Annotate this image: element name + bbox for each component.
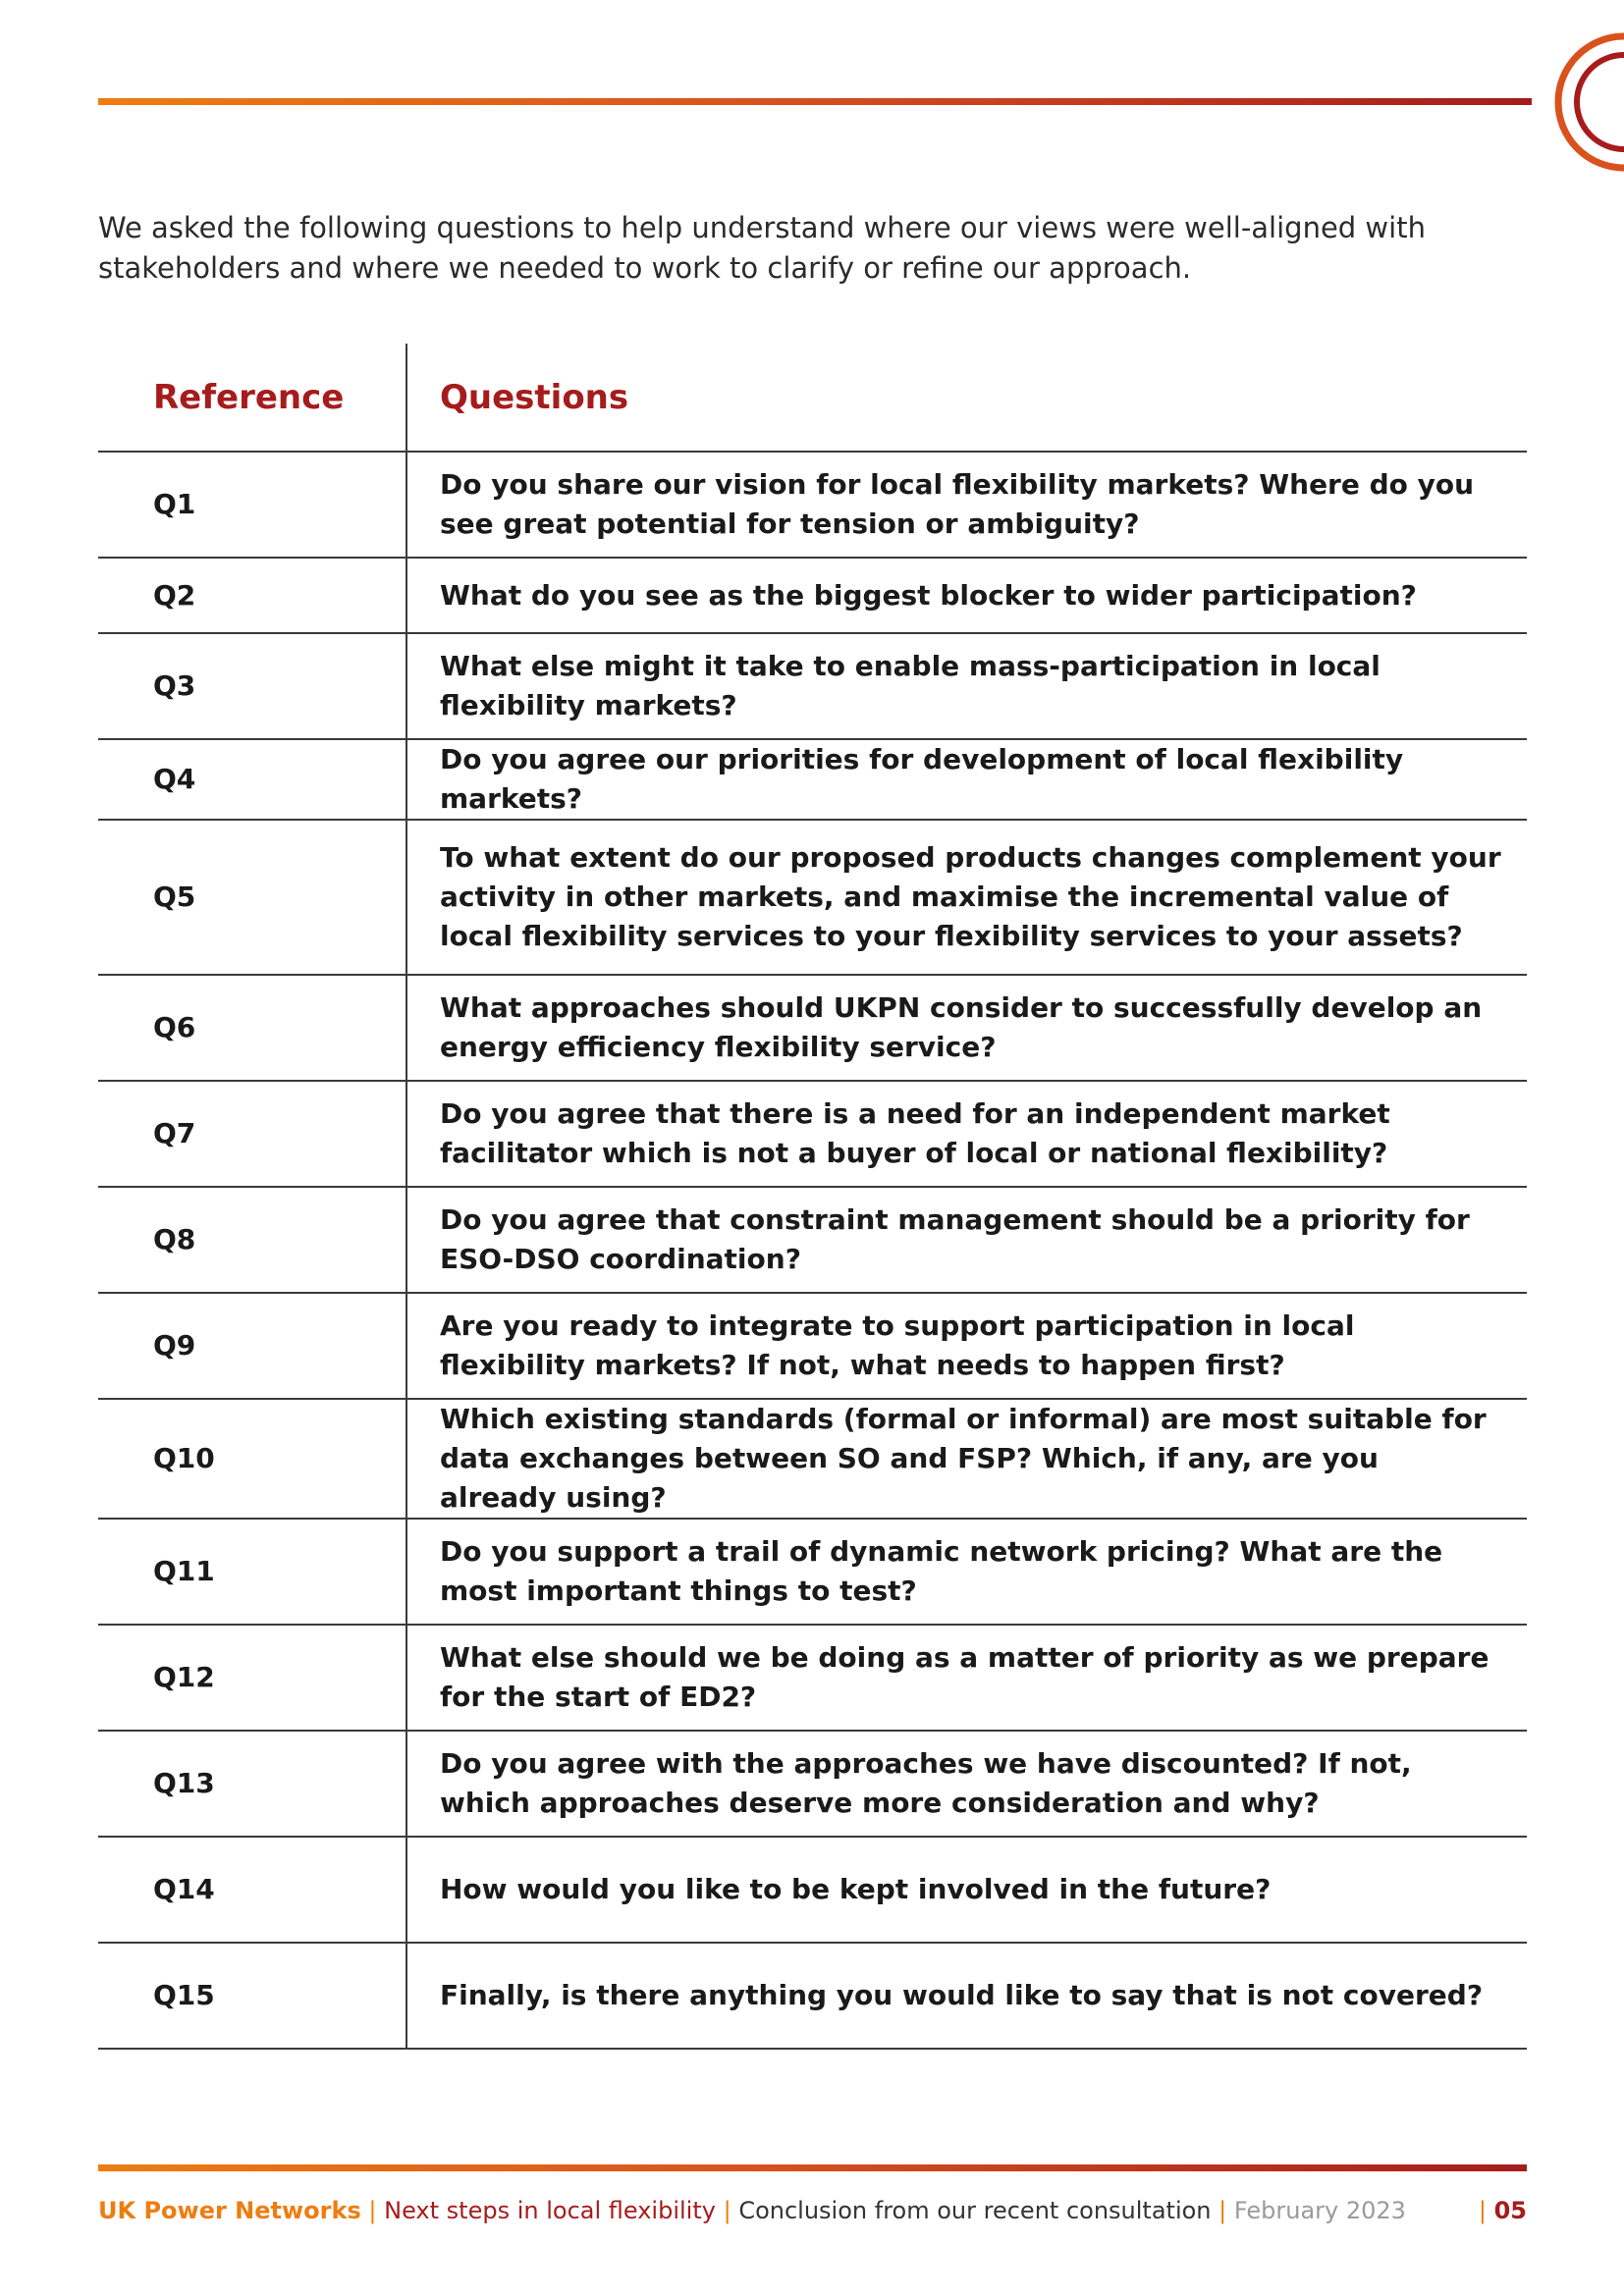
reference-cell: Q1 [98,452,406,558]
footer-separator: | [368,2197,377,2224]
reference-cell: Q15 [98,1943,406,2049]
table-row [98,1625,1527,1731]
table-row [98,1943,1527,2049]
page-number-value: 05 [1493,2197,1527,2224]
table-row [98,1731,1527,1837]
table-row [98,739,1527,820]
reference-cell: Q10 [98,1399,406,1519]
table-row [98,558,1527,633]
table-header-row [98,344,1527,452]
footer [98,2193,1527,2228]
table-row [98,1293,1527,1399]
questions-table [98,344,1527,2050]
table-row [98,1081,1527,1187]
question-cell: What do you see as the biggest blocker to wider participation? [406,558,1527,633]
question-cell: Do you agree that there is a need for an independent market facilitator which is not a buyer of local or national flexibility? [406,1081,1527,1187]
table-row [98,1837,1527,1943]
table-row [98,633,1527,739]
reference-cell: Q2 [98,558,406,633]
intro-paragraph: We asked the following questions to help understand where our views were well-aligned with stakeholders and where we needed to work to clarify or refine our approach. [98,211,1426,285]
question-cell: Do you agree that constraint management should be a priority for ESO-DSO coordination? [406,1187,1527,1293]
question-cell: What else should we be doing as a matter of priority as we prepare for the start of ED2? [406,1625,1527,1731]
footer-separator: | [1218,2197,1227,2224]
reference-cell: Q9 [98,1293,406,1399]
table-row [98,1399,1527,1519]
reference-cell: Q5 [98,820,406,975]
footer-subtitle: Conclusion from our recent consultation [738,2197,1212,2224]
footer-doc-title: Next steps in local flexibility [384,2197,716,2224]
footer-divider [98,2164,1527,2171]
reference-cell: Q11 [98,1519,406,1625]
reference-cell: Q8 [98,1187,406,1293]
top-divider [98,98,1532,105]
page-number [1479,2193,1527,2228]
table-row [98,1187,1527,1293]
footer-separator: | [1478,2197,1487,2224]
question-cell: Do you share our vision for local flexibility markets? Where do you see great potential for tension or ambiguity? [406,452,1527,558]
question-cell: Are you ready to integrate to support participation in local flexibility markets? If not, what needs to happen first? [406,1293,1527,1399]
table-row [98,1519,1527,1625]
reference-cell: Q3 [98,633,406,739]
reference-cell: Q12 [98,1625,406,1731]
question-cell: Do you agree with the approaches we have discounted? If not, which approaches deserve more consideration and why? [406,1731,1527,1837]
footer-date: February 2023 [1233,2197,1406,2224]
reference-column-header: Reference [98,344,406,452]
reference-cell: Q4 [98,739,406,820]
footer-brand: UK Power Networks [98,2197,361,2224]
question-cell: Finally, is there anything you would like to say that is not covered? [406,1943,1527,2049]
questions-column-header: Questions [406,344,1527,452]
reference-cell: Q7 [98,1081,406,1187]
reference-cell: Q13 [98,1731,406,1837]
table-row [98,452,1527,558]
question-cell: How would you like to be kept involved in the future? [406,1837,1527,1943]
question-cell: To what extent do our proposed products changes complement your activity in other markets, and maximise the incremental value of local flexibility services to your flexibility services to your assets? [406,820,1527,975]
question-cell: Do you agree our priorities for development of local flexibility markets? [406,739,1527,820]
table-row [98,975,1527,1081]
question-cell: What else might it take to enable mass-participation in local flexibility markets? [406,633,1527,739]
concentric-arcs-logo [1512,18,1624,187]
reference-cell: Q14 [98,1837,406,1943]
reference-cell: Q6 [98,975,406,1081]
question-cell: What approaches should UKPN consider to successfully develop an energy efficiency flexibility service? [406,975,1527,1081]
footer-separator: | [723,2197,731,2224]
question-cell: Which existing standards (formal or informal) are most suitable for data exchanges between SO and FSP? Which, if any, are you already using? [406,1399,1527,1519]
table-row [98,820,1527,975]
question-cell: Do you support a trail of dynamic network pricing? What are the most important things to test? [406,1519,1527,1625]
